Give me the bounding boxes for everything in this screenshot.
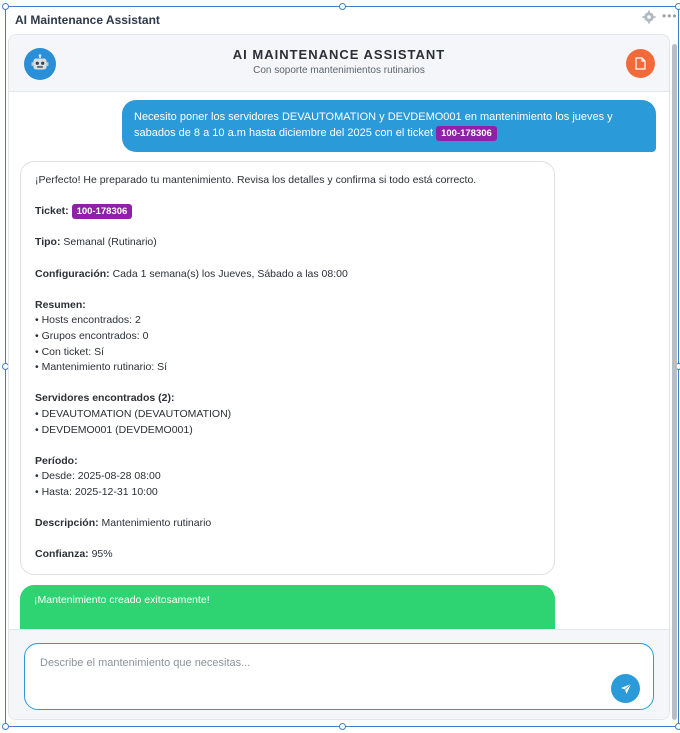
conf-row [35, 547, 540, 563]
message-input[interactable] [40, 657, 600, 677]
ticket-label: Ticket: [35, 205, 69, 218]
user-message [122, 100, 656, 152]
resumen-label: Resumen: [35, 298, 86, 311]
config-row [35, 267, 540, 283]
gear-icon[interactable] [642, 10, 656, 24]
list-item: • Hosts encontrados: 2 [35, 314, 141, 327]
message-list[interactable] [9, 92, 669, 629]
list-item: • Con ticket: Sí [35, 345, 105, 358]
resize-handle-top-left[interactable] [2, 3, 9, 10]
message-input-box[interactable] [24, 643, 654, 710]
conf-label: Confianza: [35, 548, 89, 561]
resize-handle-top[interactable] [339, 3, 346, 10]
page-scrollbar[interactable] [672, 44, 677, 720]
tipo-row [35, 235, 540, 251]
send-icon [620, 683, 632, 695]
tipo-label: Tipo: [35, 236, 61, 249]
period-label: Período: [35, 454, 78, 467]
input-area [9, 629, 669, 720]
ticket-badge: 100-178306 [436, 126, 497, 141]
desc-row [35, 516, 540, 532]
panel-title: AI Maintenance Assistant [15, 13, 160, 27]
servers-label: Servidores encontrados (2): [35, 392, 175, 405]
config-label: Configuración: [35, 267, 110, 280]
send-button[interactable] [611, 674, 640, 703]
bot-message [20, 161, 555, 575]
chat-title: AI MAINTENANCE ASSISTANT [232, 47, 446, 62]
document-button[interactable] [626, 49, 655, 78]
success-message: ¡Mantenimiento creado exitosamente! [20, 585, 555, 629]
list-item: • DEVAUTOMATION (DEVAUTOMATION) [35, 407, 232, 420]
chat-subtitle: Con soporte mantenimientos rutinarios [253, 65, 425, 76]
user-message-text: Necesito poner los servidores DEVAUTOMATION y DEVDEMO001 en mantenimiento los jueves y sabados de 8 a 10 a.m hasta diciembre del 2025 con el ticket [134, 111, 613, 139]
conf-value: 95% [91, 548, 113, 561]
list-item: • Grupos encontrados: 0 [35, 329, 149, 342]
resize-handle-bottom-left[interactable] [2, 723, 9, 730]
desc-value: Mantenimiento rutinario [101, 517, 212, 530]
chat-widget [8, 34, 670, 720]
config-value: Cada 1 semana(s) los Jueves, Sábado a las 08:00 [112, 267, 348, 280]
chat-header [9, 35, 669, 92]
bot-intro: ¡Perfecto! He preparado tu mantenimiento. Revisa los detalles y confirma si todo está correcto. [35, 174, 477, 186]
tipo-value: Semanal (Rutinario) [63, 236, 157, 249]
ticket-badge: 100-178306 [72, 204, 133, 219]
document-icon [635, 57, 646, 70]
list-item: • Hasta: 2025-12-31 10:00 [35, 485, 158, 498]
list-item: • DEVDEMO001 (DEVDEMO001) [35, 423, 193, 436]
list-item: • Mantenimiento rutinario: Sí [35, 361, 168, 374]
list-item: • Desde: 2025-08-28 08:00 [35, 470, 161, 483]
ticket-row [35, 204, 540, 220]
resize-handle-bottom[interactable] [339, 723, 346, 730]
more-options-icon[interactable]: ••• [662, 9, 678, 23]
desc-label: Descripción: [35, 517, 99, 530]
resize-handle-bottom-right[interactable] [675, 723, 680, 730]
